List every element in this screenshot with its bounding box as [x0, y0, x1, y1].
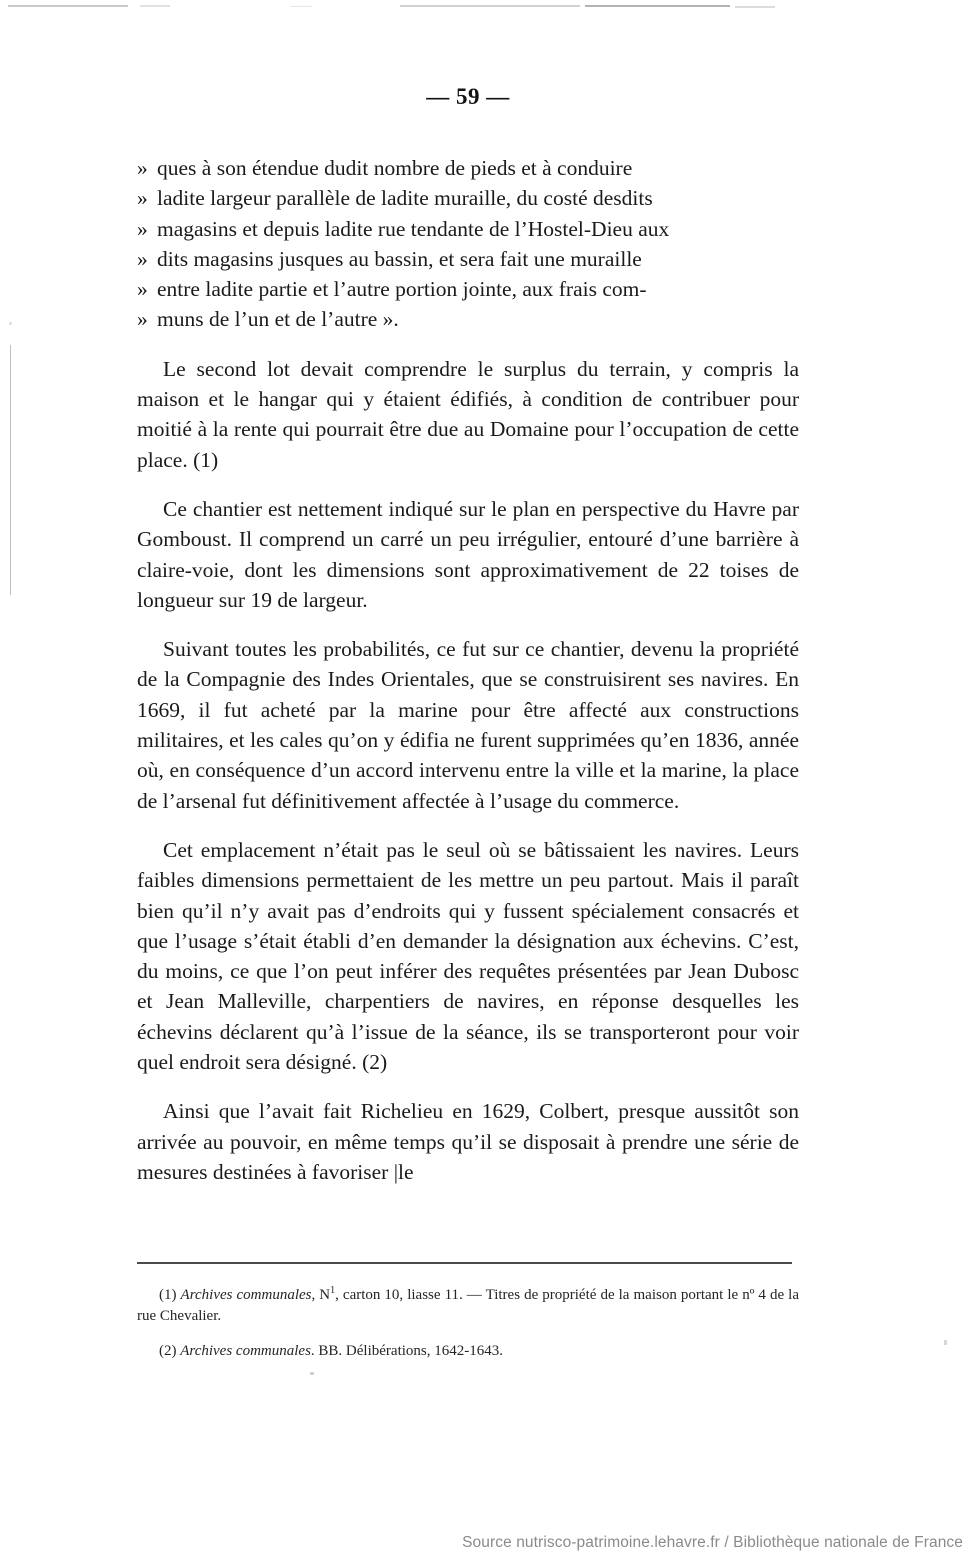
- block-quote-line: [137, 244, 799, 274]
- block-quote: [137, 153, 799, 335]
- footnote-source-title: Archives communales: [180, 1287, 312, 1303]
- block-quote-line: [137, 274, 799, 304]
- footnote-superscript: 1: [330, 1285, 336, 1296]
- block-quote-line-text: ladite largeur parallèle de ladite muraille, du costé desdits: [157, 186, 653, 211]
- source-credit: Source nutrisco-patrimoine.lehavre.fr / Bibliothèque nationale de France: [462, 1534, 963, 1551]
- page-content-column: [137, 0, 799, 1187]
- footnote-item: [137, 1280, 799, 1327]
- body-paragraph: Cet emplacement n’était pas le seul où se bâtissaient les navires. Leurs faibles dimensions permettaient de les mettre un peu partout. Mais il paraît bien qu’il n’y avait pas d’endroits qui y fussent spécialement consacrés et que l’usage s’était établi d’en demander la désignation aux échevins. C’est, du moins, ce que l’on peut inférer des requêtes présentées par Jean Dubosc et Jean Malleville, charpentiers de navires, en réponse desquelles les échevins déclarent qu’à l’issue de la séance, ils se transporteront pour voir quel endroit sera désigné. (2): [137, 837, 799, 1075]
- block-quote-line-text: magasins et depuis ladite rue tendante de l’Hostel-Dieu aux: [157, 216, 670, 241]
- footnote-marker: (2): [159, 1343, 177, 1359]
- scan-artifact-top: [8, 5, 128, 7]
- block-quote-line-text: muns de l’un et de l’autre ».: [157, 307, 399, 332]
- block-quote-line: [137, 214, 799, 244]
- block-quote-line: [137, 153, 799, 183]
- block-quote-line-text: dits magasins jusques au bassin, et sera fait une muraille: [157, 246, 642, 271]
- page-number: — 59 —: [426, 84, 510, 109]
- footnote-item: [137, 1341, 799, 1362]
- scan-artifact-left-tick: [9, 322, 12, 325]
- block-quote-line-text: ques à son étendue dudit nombre de pieds et à conduire: [157, 156, 633, 180]
- scan-artifact-left-margin-rule: [10, 345, 11, 595]
- footnote-marker: (1): [159, 1287, 177, 1303]
- quote-marker-icon: »: [137, 216, 148, 241]
- block-quote-line-text: entre ladite partie et l’autre portion jointe, aux frais com-: [157, 277, 647, 302]
- quote-marker-icon: »: [137, 277, 148, 302]
- footnote-text: , N: [311, 1287, 331, 1303]
- quote-marker-icon: »: [137, 156, 148, 180]
- block-quote-line: [137, 183, 799, 213]
- body-paragraph: Le second lot devait comprendre le surplus du terrain, y compris la maison et le hangar qui y étaient édifiés, à condition de contribuer pour moitié à la rente qui pourrait être due au Domaine pour l’occupation de cette place. (1): [137, 356, 799, 472]
- footnotes-section: [137, 1262, 799, 1376]
- footnote-text: . BB. Délibérations, 1642-1643.: [310, 1343, 503, 1359]
- body-paragraph: Ainsi que l’avait fait Richelieu en 1629, Colbert, presque aussitôt son arrivée au pouvoir, en même temps qu’il se disposait à prendre une série de mesures destinées à favoriser |le: [137, 1099, 799, 1184]
- quote-marker-icon: »: [137, 307, 148, 332]
- quote-marker-icon: »: [137, 186, 148, 211]
- body-paragraph: Suivant toutes les probabilités, ce fut sur ce chantier, devenu la propriété de la Compagnie des Indes Orientales, que se construisirent ses navires. En 1669, il fut acheté par la marine pour être affecté aux constructions militaires, et les cales qu’on y édifia ne furent supprimées qu’en 1836, année où, en conséquence d’un accord intervenu entre la ville et la marine, la place de l’arsenal fut définitivement affectée à l’usage du commerce.: [137, 637, 799, 813]
- body-paragraph: Ce chantier est nettement indiqué sur le plan en perspective du Havre par Gomboust. Il comprend un carré un peu irrégulier, entouré d’une barrière à claire-voie, dont les dimensions sont approximativement de 22 toises de longueur sur 19 de largeur.: [137, 496, 799, 612]
- footnote-text: , carton 10, liasse 11. — Titres de propriété de la maison portant le nº 4 de la rue Chevalier.: [137, 1287, 799, 1324]
- scan-artifact-speck: [944, 1340, 947, 1345]
- footnote-source-title: Archives communales: [180, 1343, 311, 1359]
- quote-marker-icon: »: [137, 246, 148, 271]
- block-quote-line: [137, 304, 799, 334]
- footnote-divider: [137, 1262, 792, 1264]
